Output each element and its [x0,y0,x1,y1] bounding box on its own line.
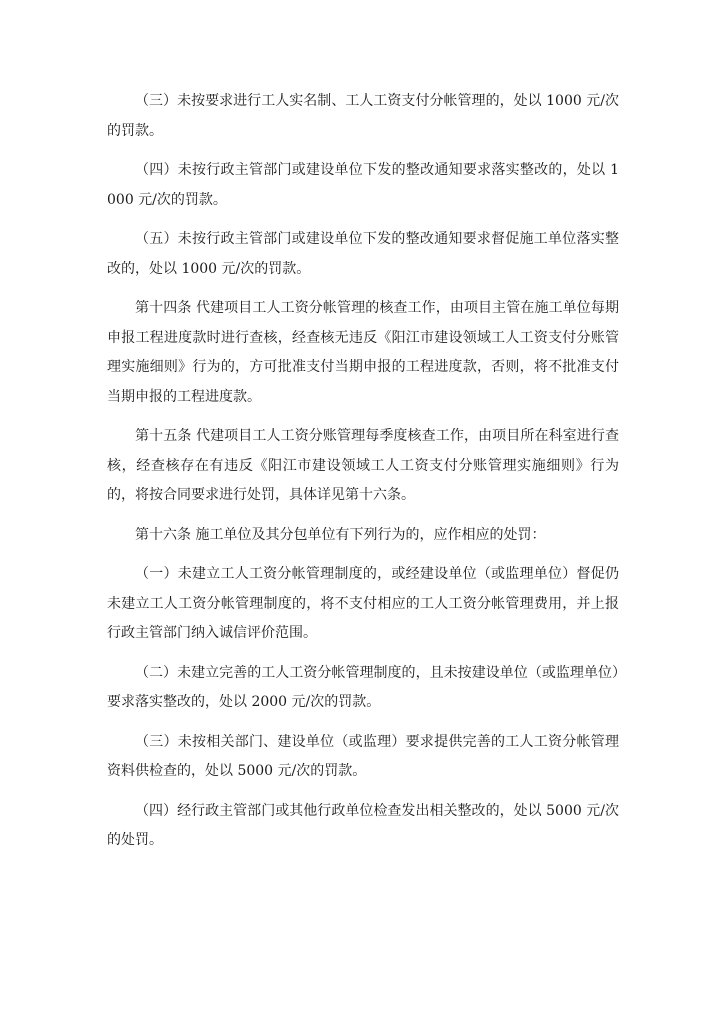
paragraph-article-16: 第十六条 施工单位及其分包单位有下列行为的，应作相应的处罚： [135,526,546,543]
paragraph-article-14: 第十四条 代建项目工人工资分帐管理的核查工作，由项目主管在施工单位每期申报工程进度款时进行查核，经查核无违反《阳江市建设领域工人工资支付分账管理实施细则》行为的，方可批准支付当期申报的工程进度款，否则，将不批准支付当期申报的工程进度款。 [107,300,619,405]
paragraph-article-16-item-4: （四）经行政主管部门或其他行政单位检查发出相关整改的，处以 5000 元/次的处罚。 [107,802,619,848]
paragraph-clause-3-realname: （三）未按要求进行工人实名制、工人工资支付分帐管理的，处以 1000 元/次的罚款。 [107,93,619,139]
paragraph-article-15: 第十五条 代建项目工人工资分账管理每季度核查工作，由项目所在科室进行查核，经查核存在有违反《阳江市建设领域工人工资支付分账管理实施细则》行为的，将按合同要求进行处罚，具体详见第十六条。 [107,428,619,503]
paragraph-article-16-item-2: （二）未建立完善的工人工资分帐管理制度的，且未按建设单位（或监理单位）要求落实整改的，处以 2000 元/次的罚款。 [107,664,619,710]
paragraph-article-16-item-1: （一）未建立工人工资分帐管理制度的，或经建设单位（或监理单位）督促仍未建立工人工资分帐管理制度的，将不支付相应的工人工资分帐管理费用，并上报行政主管部门纳入诚信评价范围。 [107,566,619,641]
paragraph-article-16-item-3: （三）未按相关部门、建设单位（或监理）要求提供完善的工人工资分帐管理资料供检查的，处以 5000 元/次的罚款。 [107,733,619,779]
document-body [107,87,619,856]
paragraph-clause-4-rectify: （四）未按行政主管部门或建设单位下发的整改通知要求落实整改的，处以 1000 元/次的罚款。 [107,162,619,208]
paragraph-clause-5-supervise: （五）未按行政主管部门或建设单位下发的整改通知要求督促施工单位落实整改的，处以 1000 元/次的罚款。 [107,231,619,277]
